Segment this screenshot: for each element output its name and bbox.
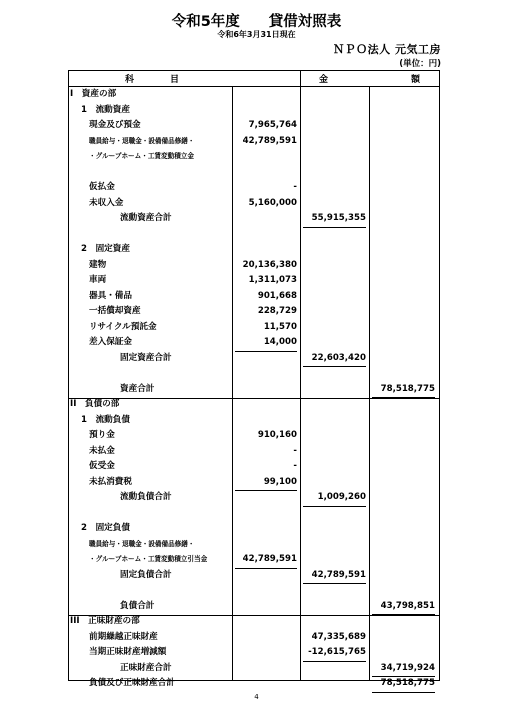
amount-col1: - [293,445,297,456]
row-label: 1 流動資産 [81,104,130,115]
column-divider [300,86,301,680]
unit-label: (単位：円) [399,59,441,69]
row-label: III 正味財産の部 [70,616,140,626]
amount-col1: 910,160 [257,430,297,440]
amount-col2: 1,009,260 [317,492,366,502]
amount-col1: 11,570 [263,321,297,332]
subtotal-underline [303,366,366,367]
subtotal-underline [372,676,435,677]
column-header-amount-right: 額 [411,75,421,85]
row-label: ・グループホーム・工賃変動積立金 [89,152,194,160]
amount-col2: 47,335,689 [311,631,366,642]
row-label: 建物 [89,259,107,270]
subtotal-underline [303,661,366,662]
amount-col2: -12,615,765 [308,647,366,657]
subtotal-underline [235,490,297,491]
amount-col3: 43,798,851 [380,600,435,611]
row-label: 未払消費税 [89,476,132,487]
amount-col1: 7,965,764 [248,120,297,130]
amount-col3: 78,518,775 [380,383,435,394]
row-label: 職員給与・退職金・設備備品修繕・ [89,539,195,548]
amount-col1: 20,136,380 [242,259,297,270]
as-of-date: 令和6年3月31日現在 [217,30,296,39]
subtotal-underline [235,351,297,352]
row-label: I 資産の部 [70,89,117,99]
column-header-amount-left: 金 [319,75,329,85]
row-label: 固定資産合計 [120,352,172,363]
amount-col2: 42,789,591 [311,569,366,580]
amount-col1: - [293,182,297,192]
balance-sheet-table [68,70,440,688]
row-label: 固定負債合計 [120,569,172,580]
row-label: ・グループホーム・工賃変動積立引当金 [89,555,208,563]
row-label: 差入保証金 [89,337,132,347]
amount-col1: 42,789,591 [242,135,297,146]
row-label: 2 固定資産 [81,244,130,254]
row-label: 器具・備品 [89,290,132,301]
organization-name: ＮＰＯ法人 元気工房 [333,43,441,56]
row-label: 仮受金 [89,461,115,471]
row-label: 流動資産合計 [120,213,172,223]
row-label: II 負債の部 [70,399,120,409]
row-label: 現金及び預金 [89,120,141,130]
amount-col1: 5,160,000 [248,197,297,208]
header-divider [69,86,439,87]
column-header-item: 科 目 [125,75,180,85]
document-title: 令和5年度 貸借対照表 [171,14,342,30]
row-label: 車両 [89,275,107,285]
row-label: 資産合計 [120,383,155,394]
subtotal-underline [235,568,297,569]
row-label: 未払金 [89,445,115,456]
row-label: リサイクル預託金 [89,321,157,332]
amount-col1: - [293,461,297,471]
header-column-divider [300,71,301,86]
amount-col1: 1,311,073 [248,275,297,285]
amount-col3: 34,719,924 [380,662,435,673]
amount-col1: 14,000 [263,337,297,347]
row-label: 仮払金 [89,182,115,192]
row-label: 一括償却資産 [89,306,141,316]
row-label: 正味財産合計 [120,662,172,673]
subtotal-underline [303,506,366,507]
row-label: 負債及び正味財産合計 [89,678,175,688]
row-label: 職員給与・退職金・設備備品修繕・ [89,136,195,145]
amount-col2: 55,915,355 [311,213,366,223]
amount-col1: 42,789,591 [242,554,297,564]
row-label: 前期繰越正味財産 [89,631,158,642]
subtotal-underline [303,583,366,584]
row-label: 負債合計 [120,600,155,611]
amount-col1: 901,668 [257,290,297,301]
amount-col2: 22,603,420 [311,352,366,363]
row-label: 預り金 [89,430,115,440]
column-divider [369,86,370,680]
amount-col1: 99,100 [263,476,297,487]
column-divider [232,86,233,680]
row-label: 当期正味財産増減額 [89,647,167,657]
page-number: 4 [254,693,259,701]
row-label: 1 流動負債 [81,414,130,425]
row-label: 未収入金 [89,197,124,208]
amount-col3: 78,518,775 [380,678,435,688]
row-label: 流動負債合計 [120,492,172,502]
amount-col1: 228,729 [257,306,297,316]
row-label: 2 固定負債 [81,523,130,533]
subtotal-underline [303,227,366,228]
section-divider [69,398,439,399]
